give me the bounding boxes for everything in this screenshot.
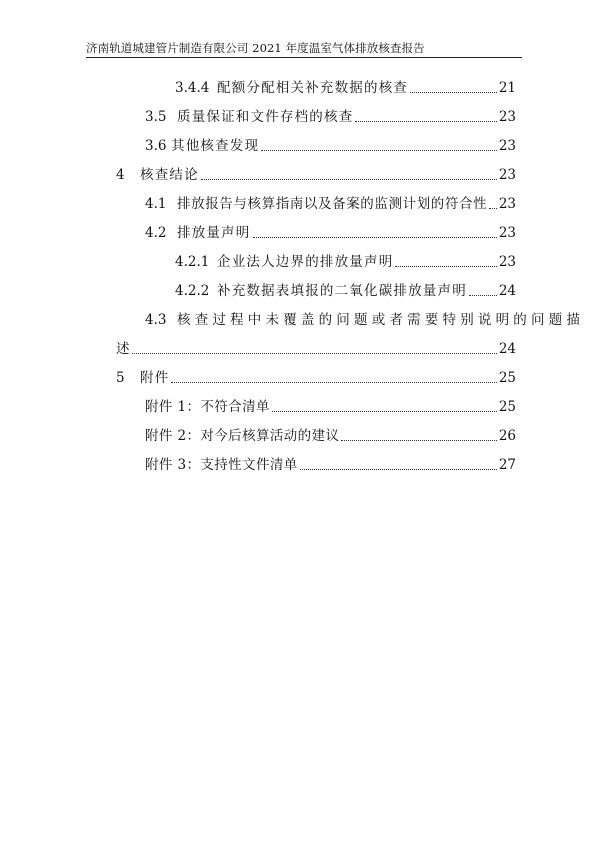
toc-entry-page: 23 — [498, 254, 516, 270]
toc-leader-dots — [395, 265, 496, 267]
toc-entry-number: 4.2 — [145, 225, 167, 241]
toc-entry-page: 23 — [498, 109, 516, 125]
toc-entry-title: 配额分配相关补充数据的核查 — [217, 80, 409, 96]
toc-entry-title: 质量保证和文件存档的核查 — [177, 109, 354, 125]
toc-entry-page: 26 — [498, 428, 516, 444]
toc-entry-title: 企业法人边界的排放量声明 — [217, 254, 394, 270]
toc-entry-page: 23 — [498, 138, 516, 154]
toc-entry-first-line — [145, 311, 585, 329]
toc-entry-number: 4.2.2 — [175, 283, 210, 299]
toc-leader-dots — [341, 439, 496, 441]
toc-entry-page: 27 — [498, 457, 516, 473]
toc-entry-page: 23 — [498, 225, 516, 241]
toc-entry-page: 21 — [498, 80, 516, 96]
toc-leader-dots — [355, 120, 496, 122]
toc-entry[interactable] — [175, 253, 516, 271]
toc-leader-dots — [272, 410, 497, 412]
toc-entry[interactable] — [145, 195, 516, 213]
toc-entry-title: 附件 — [140, 370, 170, 386]
toc-leader-dots — [469, 294, 497, 296]
toc-entry-page: 25 — [498, 370, 516, 386]
toc-entry-page: 25 — [498, 399, 516, 415]
toc-entry-title: 补充数据表填报的二氧化碳排放量声明 — [217, 283, 467, 299]
toc-entry[interactable] — [145, 108, 516, 126]
toc-entry-number: 3.6 — [145, 138, 167, 154]
toc-entry[interactable] — [116, 166, 516, 184]
toc-entry[interactable] — [145, 427, 516, 445]
toc-entry-title: 核查结论 — [140, 167, 199, 183]
toc-entry-page: 23 — [498, 167, 516, 183]
toc-leader-dots — [410, 91, 497, 93]
toc-entry-title: 附件 1：不符合清单 — [145, 399, 270, 415]
toc-entry[interactable] — [116, 369, 516, 387]
toc-entry-number: 3.5 — [145, 109, 167, 125]
toc-leader-dots — [253, 236, 497, 238]
toc-entry-title: 其他核查发现 — [171, 138, 260, 154]
toc-entry[interactable] — [145, 456, 516, 474]
toc-entry-number: 4.3 — [145, 312, 167, 328]
toc-entry-number: 5 — [116, 370, 125, 386]
toc-entry-title: 排放量声明 — [177, 225, 251, 241]
toc-entry-title: 排放报告与核算指南以及备案的监测计划的符合性 — [177, 196, 488, 212]
toc-leader-dots — [489, 207, 497, 209]
toc-entry[interactable] — [175, 79, 516, 97]
toc-entry-page: 24 — [498, 283, 516, 299]
toc-entry-number: 4.1 — [145, 196, 167, 212]
toc-leader-dots — [201, 178, 497, 180]
toc-entry-title-continued: 述 — [116, 341, 130, 357]
toc-entry-number: 4.2.1 — [175, 254, 210, 270]
toc-leader-dots — [300, 468, 497, 470]
toc-entry-page: 23 — [498, 196, 516, 212]
toc-entry-continuation — [116, 340, 516, 358]
toc-leader-dots — [171, 381, 496, 383]
toc-entry[interactable] — [175, 282, 516, 300]
running-header: 济南轨道城建管片制造有限公司 2021 年度温室气体排放核查报告 — [86, 41, 425, 55]
toc-entry-number: 3.4.4 — [175, 80, 210, 96]
toc-entry-page: 24 — [498, 341, 516, 357]
toc-entry-number: 4 — [116, 167, 125, 183]
toc-entry[interactable] — [145, 398, 516, 416]
toc-leader-dots — [261, 149, 497, 151]
toc-entry[interactable] — [145, 137, 516, 155]
toc-entry-title: 附件 2：对今后核算活动的建议 — [145, 428, 340, 444]
toc-leader-dots — [132, 352, 497, 354]
toc-entry[interactable] — [145, 224, 516, 242]
toc-entry-title: 核查过程中未覆盖的问题或者需要特别说明的问题描 — [177, 312, 585, 328]
toc-entry-title: 附件 3：支持性文件清单 — [145, 457, 298, 473]
